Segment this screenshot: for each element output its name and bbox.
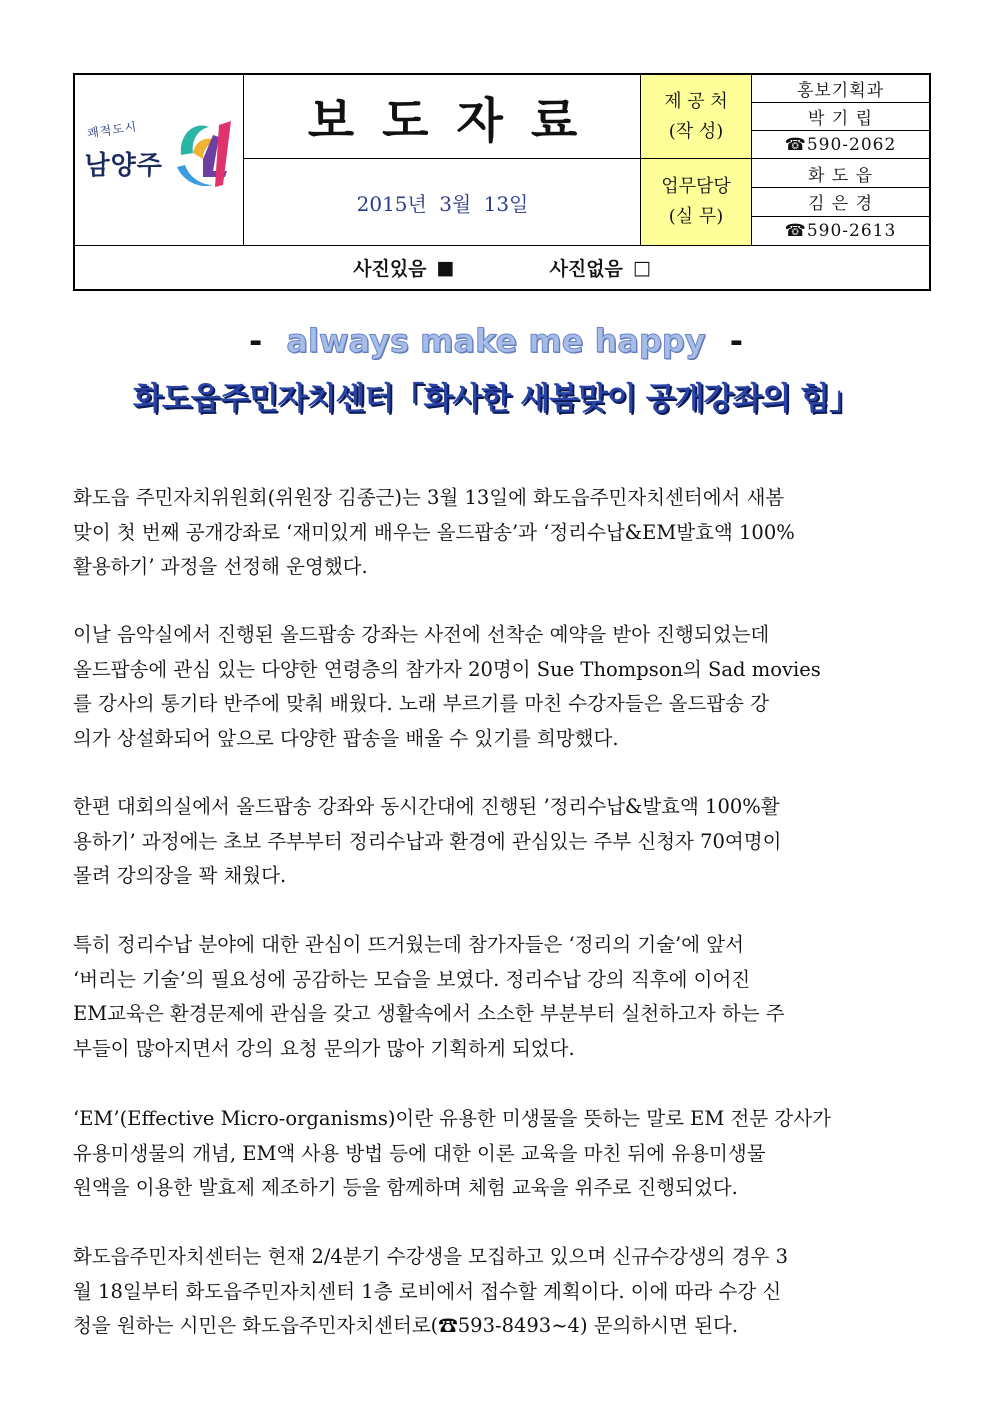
staff-dept: 화 도 읍: [807, 165, 874, 186]
city-logo: [75, 75, 244, 245]
paragraph-line: 원액을 이용한 발효제 제조하기 등을 함께하며 체험 교육을 위주로 진행되었다.: [73, 1176, 738, 1199]
provider-phone: ☎590-2062: [784, 134, 897, 155]
provider-label: [641, 75, 751, 158]
headline: 화도읍주민자치센터「화사한 새봄맞이 공개강좌의 힘」: [132, 381, 860, 417]
photo-no-label: 사진없음: [549, 258, 623, 280]
paragraph-line: 화도읍주민자치센터는 현재 2/4분기 수강생을 모집하고 있으며 신규수강생의 경우 3: [73, 1245, 788, 1268]
paragraph-2: [73, 618, 921, 756]
paragraph-line: 맞이 첫 번째 공개강좌로 ‘재미있게 배우는 올드팝송’과 ‘정리수납&EM발효액 100%: [73, 520, 795, 544]
paragraph-line: 이날 음악실에서 진행된 올드팝송 강좌는 사전에 선착순 예약을 받아 진행되었는데: [73, 623, 770, 646]
paragraph-line: 용하기’ 과정에는 초보 주부부터 정리수납과 환경에 관심있는 주부 신청자 70여명이: [73, 829, 782, 853]
paragraph-1: [73, 481, 921, 585]
photo-no-checkbox: □: [632, 256, 651, 279]
document-title: 보도자료: [307, 93, 606, 149]
staff-label-line1: 업무담당: [661, 176, 731, 197]
paragraph-line: 한편 대회의실에서 올드팝송 강좌와 동시간대에 진행된 ’정리수납&발효액 100%활: [73, 795, 780, 818]
logo-city-name: 남양주: [84, 151, 163, 181]
paragraph-6: [73, 1240, 921, 1344]
slogan-text: always make me happy: [286, 322, 706, 360]
paragraph-5: [73, 1102, 921, 1206]
staff-phone: ☎590-2613: [784, 221, 897, 241]
slogan-dash-left: -: [248, 322, 263, 360]
staff-label-line2: (실 무): [668, 206, 724, 227]
photo-yes-checkbox: ■: [436, 256, 455, 279]
provider-label-line2: (작 성): [668, 120, 724, 142]
paragraph-line: ‘버리는 기술’의 필요성에 공감하는 모습을 보였다. 정리수납 강의 직후에 이어진: [73, 967, 751, 991]
paragraph-line: 몰려 강의장을 꽉 채웠다.: [73, 864, 287, 887]
paragraph-line: 유용미생물의 개념, EM액 사용 방법 등에 대한 이론 교육을 마친 뒤에 유용미생물: [73, 1141, 766, 1165]
provider-dept: 홍보기획과: [796, 81, 885, 101]
photo-yes-label: 사진있음: [353, 258, 427, 280]
photo-status-row: [75, 246, 929, 289]
paragraph-line: 부들이 많아지면서 강의 요청 문의가 많아 기획하게 되었다.: [73, 1036, 575, 1060]
paragraph-line: 특히 정리수납 분야에 대한 관심이 뜨거웠는데 참가자들은 ‘정리의 기술’에 앞서: [73, 933, 744, 956]
staff-name: 김 은 경: [807, 194, 874, 214]
paragraph-line: 를 강사의 통기타 반주에 맞춰 배웠다. 노래 부르기를 마친 수강자들은 올드팝송 강: [73, 692, 770, 715]
paragraph-line: ‘EM’(Effective Micro-organisms)이란 유용한 미생물을 뜻하는 말로 EM 전문 강사가: [73, 1107, 831, 1130]
provider-label-line1: 제 공 처: [664, 90, 728, 112]
paragraph-line: 청을 원하는 시민은 화도읍주민자치센터로(☎593-8493~4) 문의하시면 된다.: [73, 1314, 739, 1337]
paragraph-line: 올드팝송에 관심 있는 다양한 연령층의 참가자 20명이 Sue Thompson의 Sad movies: [73, 657, 821, 681]
logo-tagline: 쾌적도시: [85, 119, 138, 141]
paragraph-line: 의가 상설화되어 앞으로 다양한 팝송을 배울 수 있기를 희망했다.: [73, 726, 619, 750]
logo-emblem-icon: [173, 115, 235, 195]
staff-label: [641, 159, 751, 245]
paragraph-line: 월 18일부터 화도읍주민자치센터 1층 로비에서 접수할 계획이다. 이에 따라 수강 신: [73, 1279, 782, 1303]
paragraph-line: 활용하기’ 과정을 선정해 운영했다.: [73, 555, 368, 578]
press-release-header-table: [73, 73, 931, 291]
paragraph-3: [73, 790, 921, 894]
paragraph-4: [73, 928, 921, 1066]
release-date: 2015년 3월 13일: [356, 191, 529, 216]
slogan: [0, 322, 992, 360]
slogan-dash-right: -: [729, 322, 744, 360]
paragraph-line: 화도읍 주민자치위원회(위원장 김종근)는 3월 13일에 화도읍주민자치센터에서 새봄: [73, 486, 785, 509]
paragraph-line: EM교육은 환경문제에 관심을 갖고 생활속에서 소소한 부분부터 실천하고자 하는 주: [73, 1002, 785, 1025]
provider-name: 박 기 립: [807, 109, 874, 129]
